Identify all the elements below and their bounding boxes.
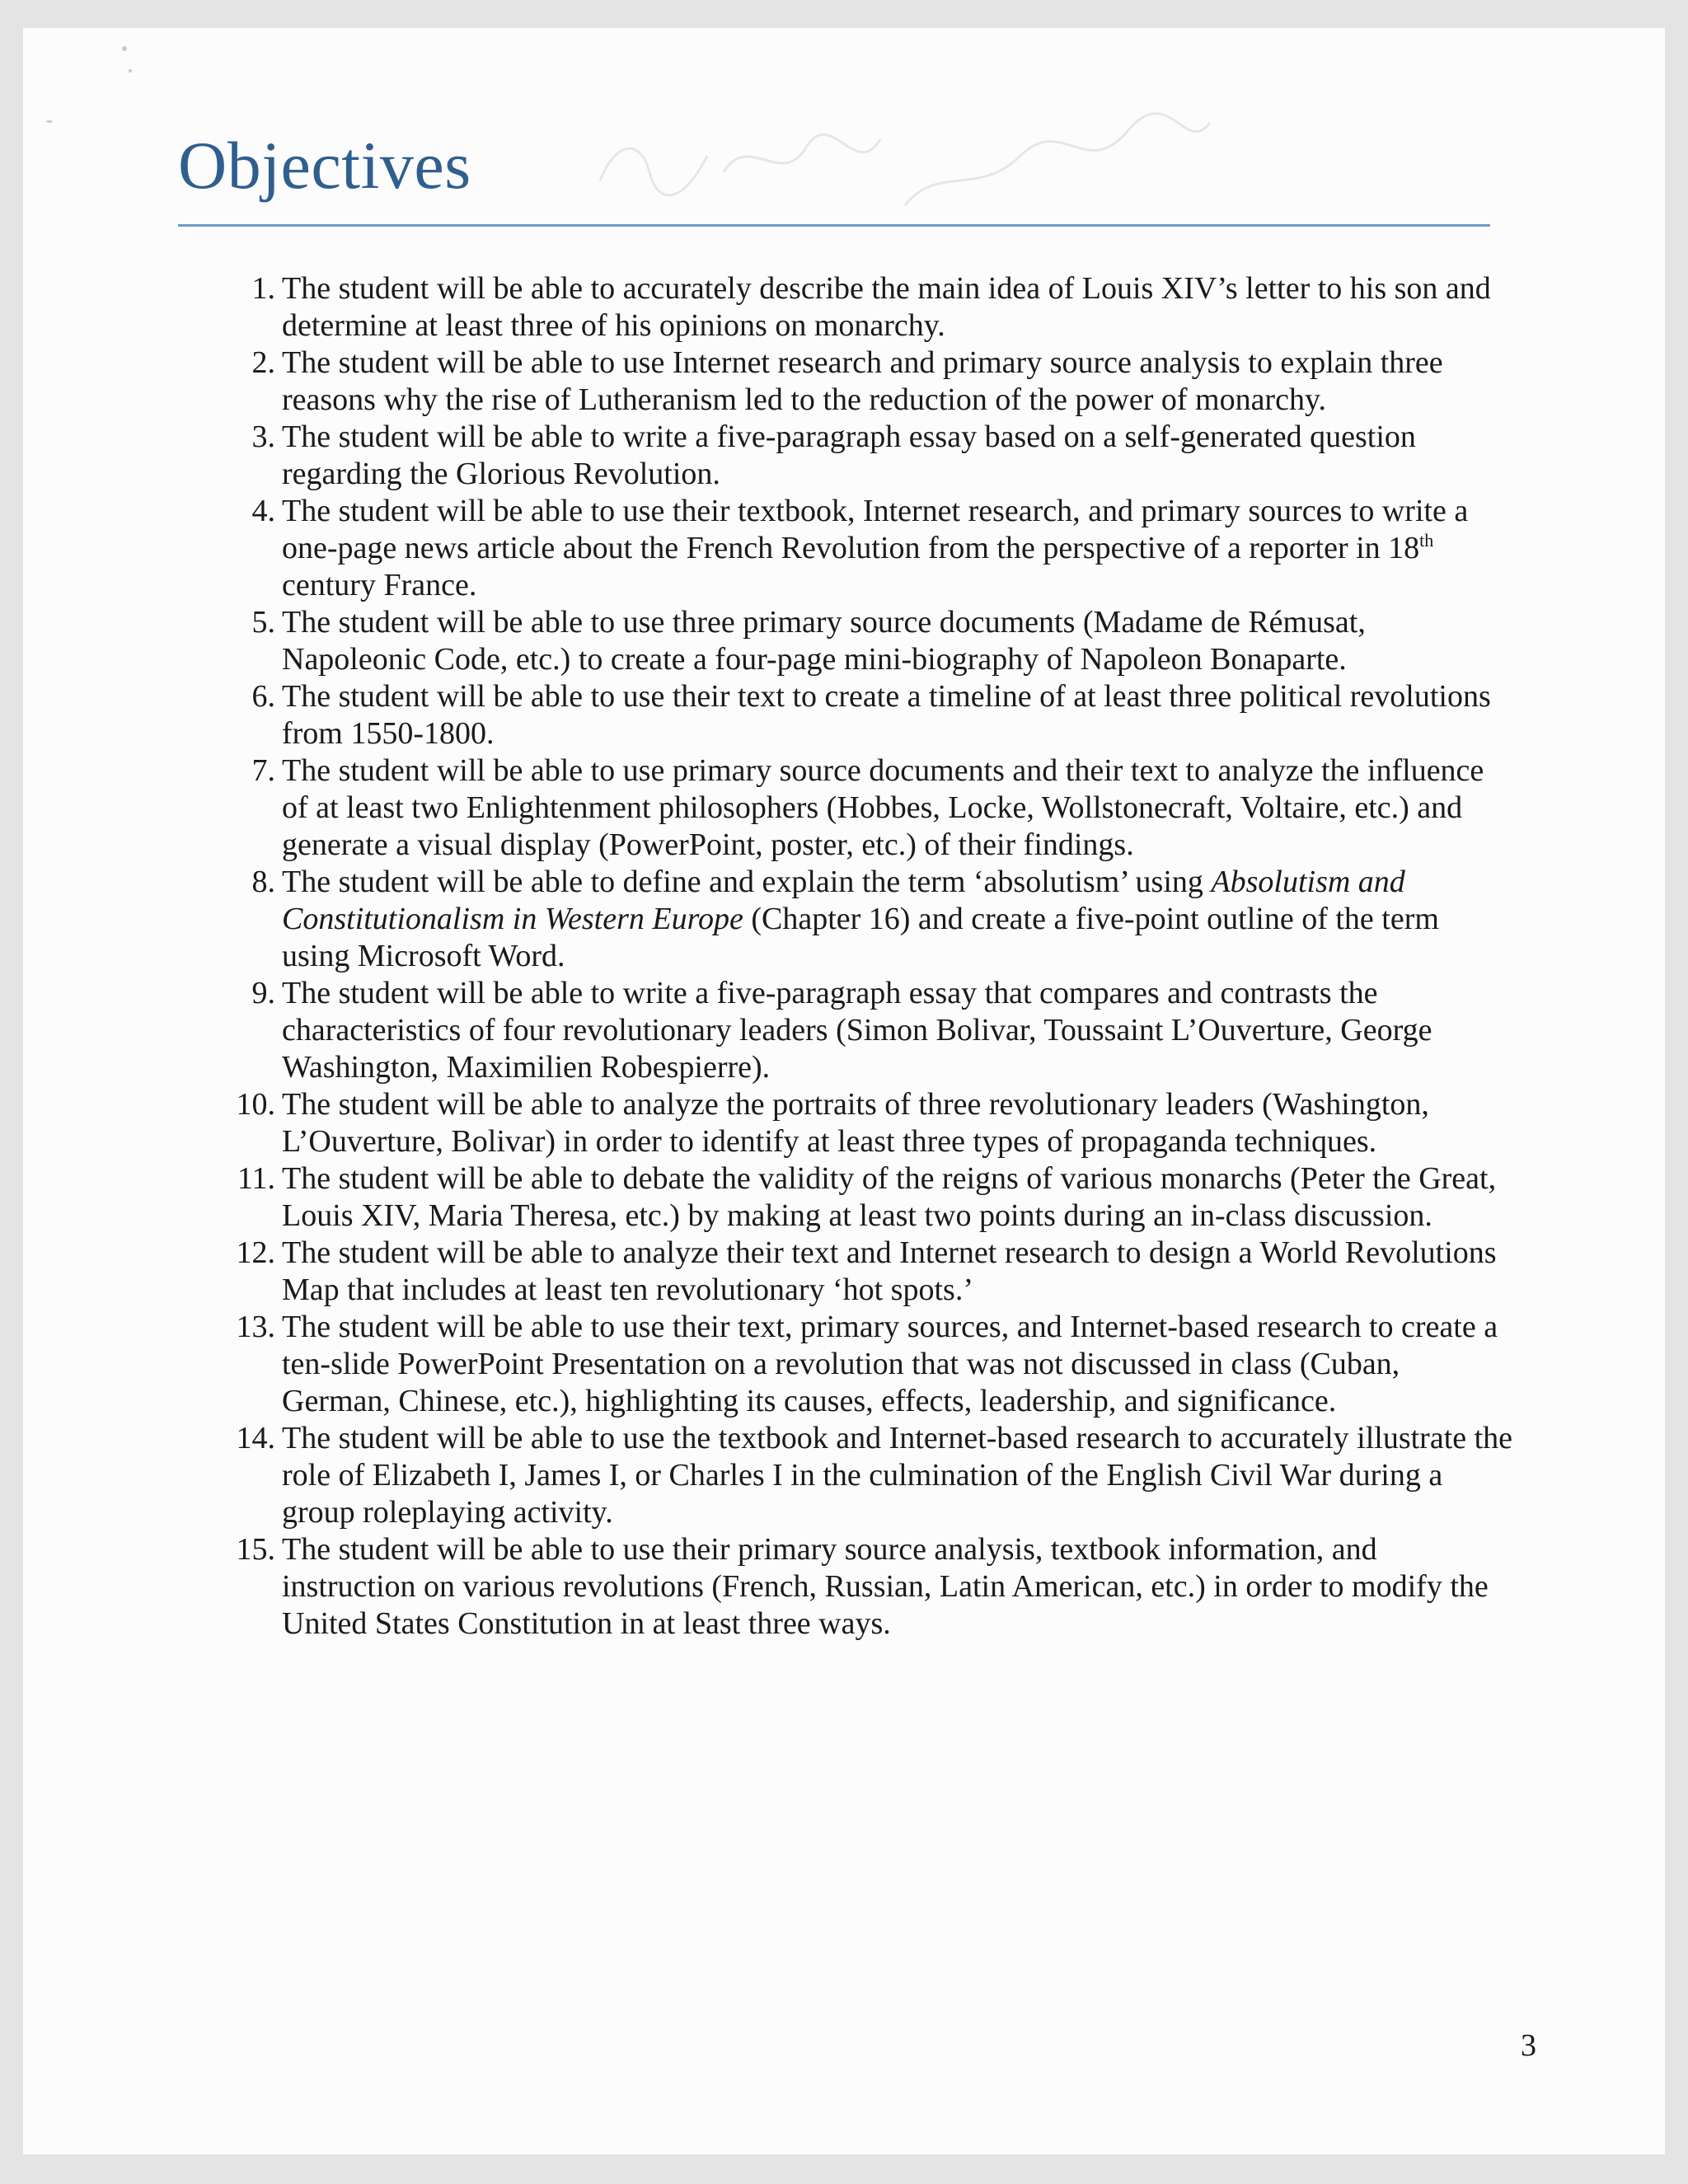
- objective-text: The student will be able to accurately describe the main idea of Louis XIV’s letter to his son and determine at least three of his opinions on monarchy.: [282, 271, 1491, 343]
- objective-text: The student will be able to analyze the portraits of three revolutionary leaders (Washington, L’Ouverture, Bolivar) in order to identify at least three types of propaganda techniques.: [282, 1087, 1429, 1159]
- objective-item: [178, 1235, 1513, 1309]
- page-number: 3: [1521, 2028, 1536, 2063]
- objective-text: The student will be able to use their text, primary sources, and Internet-based research to create a ten-slide PowerPoint Presentation on a revolution that was not discussed in class (Cuban, German, Chinese, etc.), highlighting its causes, effects, leadership, and significance.: [282, 1310, 1498, 1418]
- objective-text: The student will be able to write a five-paragraph essay based on a self-generated question regarding the Glorious Revolution.: [282, 419, 1416, 491]
- objective-number: 13.: [236, 1310, 275, 1344]
- objective-text: The student will be able to use Internet research and primary source analysis to explain three reasons why the rise of Lutheranism led to the reduction of the power of monarchy.: [282, 345, 1443, 417]
- book-title: Absolutism and Constitutionalism in Western Europe: [282, 865, 1405, 936]
- objective-text: The student will be able to analyze their text and Internet research to design a World Revolutions Map that includes at least ten revolutionary ‘hot spots.’: [282, 1235, 1497, 1307]
- objective-item: [178, 419, 1513, 493]
- objective-text-part: The student will be able to use their textbook, Internet research, and primary sources to write a one-page news article about the French Revolution from the perspective of a reporter in 18: [282, 494, 1469, 565]
- objective-number: 10.: [236, 1087, 275, 1122]
- objective-item: [178, 975, 1513, 1086]
- objective-item: [178, 864, 1513, 975]
- objective-number: 4.: [251, 494, 275, 528]
- scan-speck: [122, 46, 127, 51]
- objective-text: The student will be able to use the textbook and Internet-based research to accurately illustrate the role of Elizabeth I, James I, or Charles I in the culmination of the English Civil War during a group roleplaying activity.: [282, 1421, 1513, 1530]
- ordinal-superscript: th: [1419, 530, 1434, 551]
- objective-text: The student will be able to use their primary source analysis, textbook information, and instruction on various revolutions (French, Russian, Latin American, etc.) in order to modify the United States Constitution in at least three ways.: [282, 1532, 1489, 1641]
- objective-number: 14.: [236, 1421, 275, 1455]
- objective-number: 1.: [251, 271, 275, 306]
- objective-item: [178, 1420, 1513, 1531]
- objective-item: [178, 344, 1513, 419]
- objective-text: [282, 494, 1468, 602]
- page-title: Objectives: [178, 128, 471, 203]
- scan-speck: [46, 120, 53, 123]
- objective-item: [178, 752, 1513, 864]
- objective-text: The student will be able to use three primary source documents (Madame de Rémusat, Napoleonic Code, etc.) to create a four-page mini-biography of Napoleon Bonaparte.: [282, 605, 1366, 677]
- objective-number: 15.: [236, 1532, 275, 1567]
- objective-text: The student will be able to debate the validity of the reigns of various monarchs (Peter the Great, Louis XIV, Maria Theresa, etc.) by making at least two points during an in-class discussion.: [282, 1161, 1497, 1233]
- objective-text: [282, 865, 1439, 973]
- objective-number: 8.: [251, 865, 275, 899]
- objectives-list: [178, 270, 1513, 1643]
- objective-number: 2.: [251, 345, 275, 380]
- title-divider: [178, 224, 1490, 227]
- objective-number: 6.: [251, 679, 275, 714]
- objective-number: 12.: [236, 1235, 275, 1270]
- objective-item: [178, 678, 1513, 752]
- objective-number: 3.: [251, 419, 275, 454]
- objective-item: [178, 1160, 1513, 1235]
- faint-handwriting-mark: [592, 106, 1218, 222]
- objective-text: The student will be able to write a five-paragraph essay that compares and contrasts the characteristics of four revolutionary leaders (Simon Bolivar, Toussaint L’Ouverture, George Washington, Maximilien Robespierre).: [282, 976, 1432, 1085]
- objective-number: 5.: [251, 605, 275, 640]
- objective-item: [178, 1086, 1513, 1160]
- scan-speck: [129, 69, 132, 73]
- objective-item: [178, 1309, 1513, 1420]
- objective-text-part: (Chapter 16) and create a five-point outline of the term using Microsoft Word.: [282, 902, 1439, 973]
- objective-item: [178, 270, 1513, 344]
- objective-text-part: century France.: [282, 568, 477, 602]
- objective-item: [178, 1531, 1513, 1643]
- objective-text: The student will be able to use primary source documents and their text to analyze the influence of at least two Enlightenment philosophers (Hobbes, Locke, Wollstonecraft, Voltaire, etc.) and generate a visual display (PowerPoint, poster, etc.) of their findings.: [282, 753, 1484, 862]
- objective-item: [178, 493, 1513, 604]
- objective-number: 9.: [251, 976, 275, 1010]
- objective-text-part: The student will be able to define and explain the term ‘absolutism’ using: [282, 865, 1212, 899]
- objective-number: 7.: [251, 753, 275, 788]
- objective-text: The student will be able to use their text to create a timeline of at least three political revolutions from 1550-1800.: [282, 679, 1491, 751]
- objective-item: [178, 604, 1513, 678]
- objective-number: 11.: [237, 1161, 275, 1196]
